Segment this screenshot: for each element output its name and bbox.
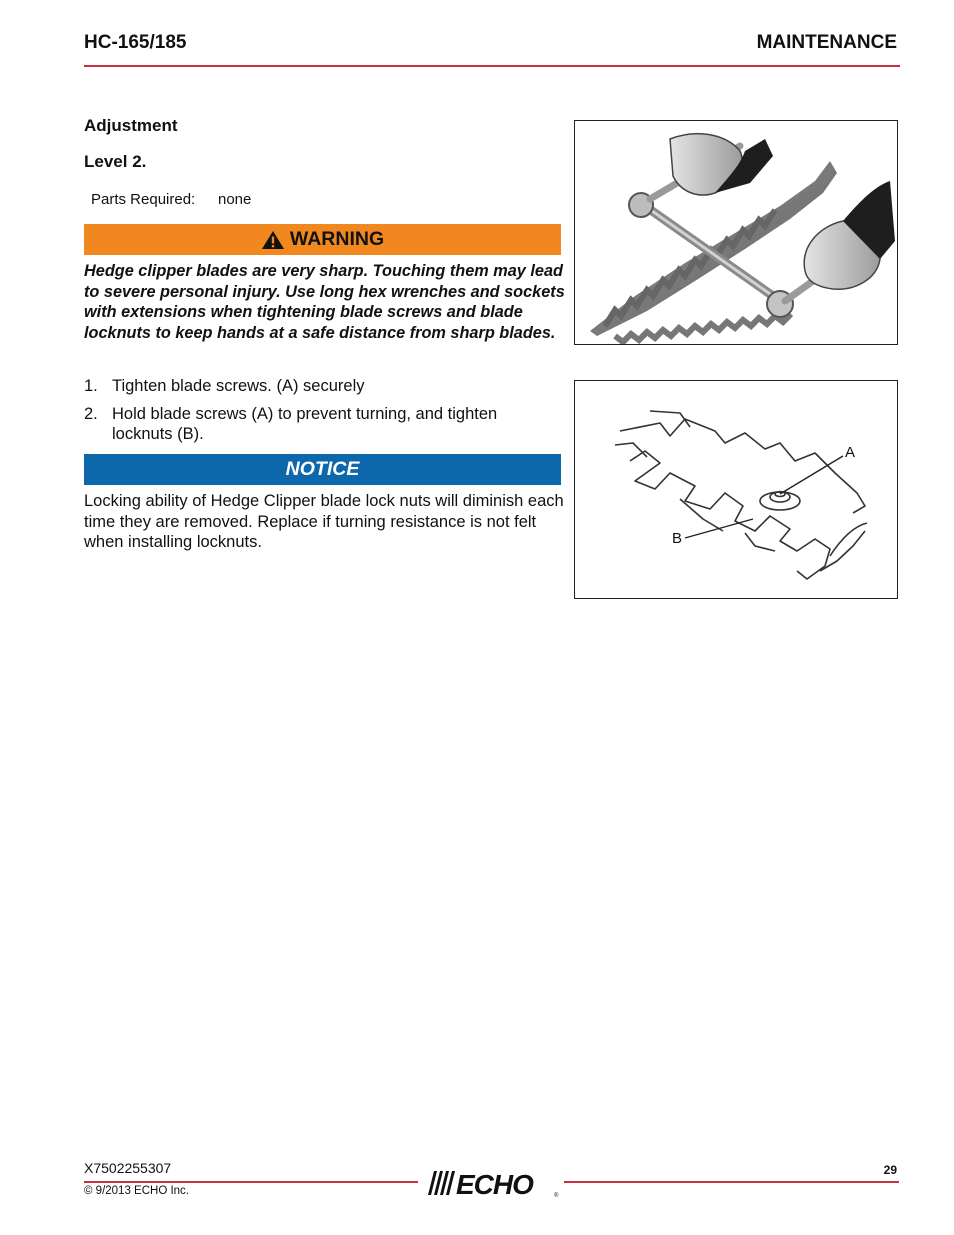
step-number: 1. — [84, 377, 98, 395]
step-number: 2. — [84, 404, 98, 423]
figure-blade-diagram — [574, 380, 898, 599]
warning-label: WARNING — [289, 228, 385, 250]
parts-required-label: Parts Required: — [91, 191, 196, 208]
footer-rule-right — [564, 1181, 899, 1183]
gloved-hand-right — [804, 181, 895, 289]
notice-banner — [84, 454, 561, 485]
echo-logo-text: ECHO — [456, 1169, 533, 1199]
step-text: Tighten blade screws. (A) securely — [112, 377, 365, 395]
echo-logo — [422, 1167, 562, 1199]
leader-line-b — [685, 519, 753, 538]
copyright: © 9/2013 ECHO Inc. — [84, 1185, 189, 1197]
gloved-hand-left — [670, 134, 773, 195]
notice-text: Locking ability of Hedge Clipper blade lock nuts will diminish each time they are removed. Replace if turning resistance is not felt when installing locknuts. — [84, 492, 564, 551]
list-item — [84, 404, 554, 445]
figure-wrench-photo — [574, 120, 898, 345]
model-title: HC-165/185 — [84, 32, 187, 53]
notice-label: NOTICE — [285, 458, 360, 480]
page-number: 29 — [883, 1163, 897, 1177]
section-heading: Adjustment — [84, 116, 178, 135]
list-item — [84, 376, 554, 397]
section-title: MAINTENANCE — [756, 32, 897, 53]
header-rule — [84, 65, 900, 67]
blade-line-drawing — [575, 381, 897, 598]
warning-text: Hedge clipper blades are very sharp. Touching them may lead to severe personal injury. Use long hex wrenches and sockets with extensions when tightening blade screws and blade locknuts to keep hands at a safe distance from sharp blades. — [84, 262, 565, 342]
level-heading: Level 2. — [84, 152, 147, 171]
parts-required-value: none — [218, 191, 252, 208]
callout-a: A — [845, 444, 856, 461]
warning-banner — [84, 224, 561, 255]
leader-line-a — [780, 456, 843, 494]
warning-triangle-icon — [261, 230, 285, 250]
step-text: Hold blade screws (A) to prevent turning, and tighten locknuts (B). — [112, 404, 498, 443]
step-list — [84, 376, 554, 445]
part-number: X7502255307 — [84, 1160, 172, 1176]
wrench-photo-illustration — [575, 121, 897, 344]
echo-logo-mark — [422, 1167, 562, 1199]
callout-b: B — [672, 530, 683, 547]
footer-rule-left — [84, 1181, 418, 1183]
svg-text:®: ® — [554, 1193, 559, 1199]
